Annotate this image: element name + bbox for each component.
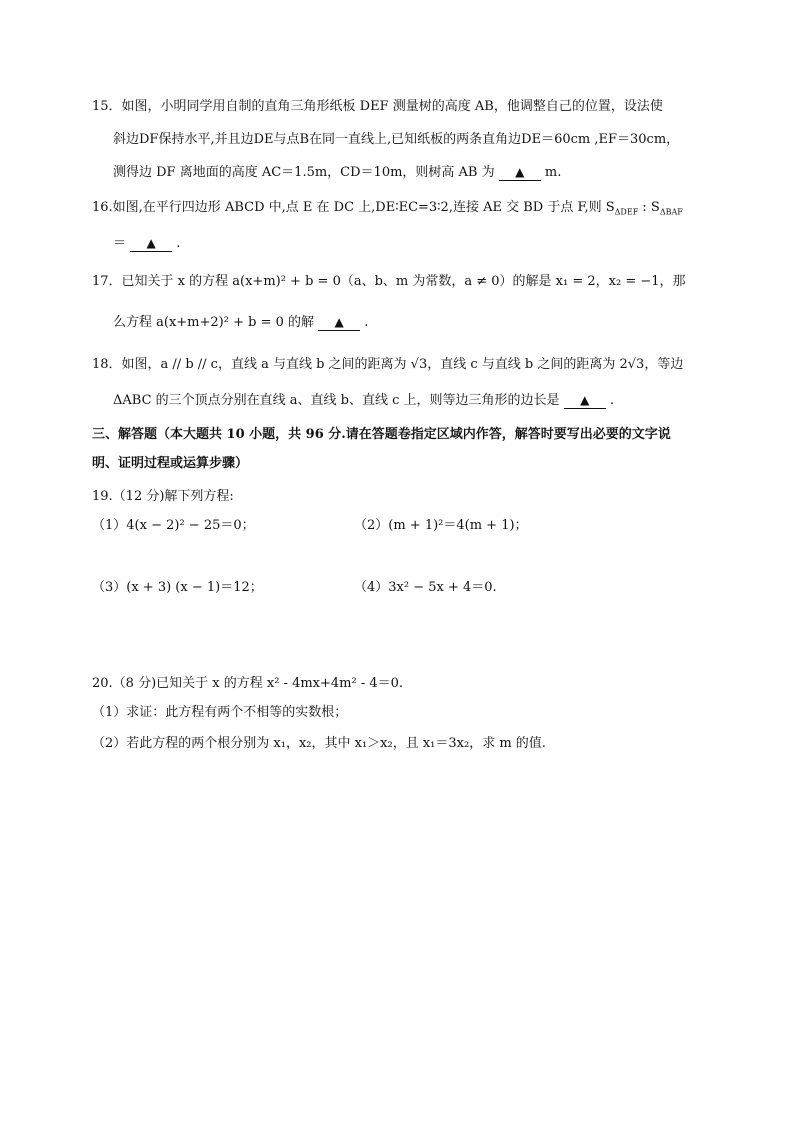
q16-end: . [176, 236, 181, 251]
q17-line-2-text: 么方程 a(x+m+2)² + b = 0 的解 [113, 315, 314, 330]
q15-line-2: 斜边DF保持水平,并且边DE与点B在同一直线上,已知纸板的两条直角边DE＝60cm ,EF＝30cm， [113, 132, 680, 147]
q17-line-2 [113, 313, 368, 333]
q19-part-3: （3）(x + 3) (x − 1)＝12； [92, 580, 263, 595]
q15-answer-blank: ▲ [499, 164, 541, 181]
q16-line-1-text: 16.如图,在平行四边形 ABCD 中,点 E 在 DC 上,DE∶EC=3∶2,连接 AE 交 BD 于点 F,则 S [92, 200, 615, 215]
q18-line-1: 18．如图，a // b // c，直线 a 与直线 b 之间的距离为 √3，直线 c 与直线 b 之间的距离为 2√3，等边 [92, 357, 684, 372]
q16-ratio-sep: : S [638, 200, 660, 215]
q16-line-2 [113, 234, 180, 254]
section-3-heading-line-1: 三、解答题（本大题共 10 小题，共 96 分.请在答题卷指定区域内作答，解答时要写出必要的文字说 [92, 427, 671, 442]
q17-line-1: 17．已知关于 x 的方程 a(x+m)² + b = 0（a、b、m 为常数，a ≠ 0）的解是 x₁ = 2，x₂ = −1，那 [92, 274, 686, 289]
q19-part-2: （2）(m + 1)²＝4(m + 1)； [354, 518, 528, 533]
q20-part-1: （1）求证：此方程有两个不相等的实数根； [92, 705, 348, 720]
q16-sub-2: ΔBAF [659, 207, 683, 217]
q20-part-2: （2）若此方程的两个根分别为 x₁，x₂，其中 x₁＞x₂，且 x₁＝3x₂，求 m 的值. [92, 736, 546, 751]
q15-line-3-unit: m. [544, 165, 562, 180]
q17-end: . [364, 315, 369, 330]
q17-answer-blank: ▲ [318, 314, 360, 331]
q20-title: 20.（8 分)已知关于 x 的方程 x² - 4mx+4m² - 4＝0. [92, 676, 404, 691]
q18-line-2-text: ΔABC 的三个顶点分别在直线 a、直线 b、直线 c 上，则等边三角形的边长是 [113, 393, 560, 408]
q19-part-1: （1）4(x − 2)² − 25＝0； [92, 518, 255, 533]
q18-answer-blank: ▲ [564, 392, 606, 409]
q16-equals: ＝ [113, 236, 127, 251]
q15-line-3-text: 测得边 DF 离地面的高度 AC＝1.5m，CD＝10m，则树高 AB 为 [113, 165, 495, 180]
q18-end: . [609, 393, 614, 408]
q16-sub-1: ΔDEF [614, 207, 639, 217]
q19-part-4: （4）3x² − 5x + 4＝0. [354, 580, 497, 595]
q16-line-1 [92, 198, 683, 218]
q15-line-3 [113, 163, 561, 183]
q15-line-1: 15．如图，小明同学用自制的直角三角形纸板 DEF 测量树的高度 AB，他调整自己的位置，设法使 [92, 99, 663, 114]
q16-answer-blank: ▲ [130, 235, 172, 252]
section-3-heading-line-2: 明、证明过程或运算步骤） [92, 456, 249, 471]
q18-line-2 [113, 391, 614, 411]
q19-title: 19.（12 分)解下列方程: [92, 489, 234, 504]
